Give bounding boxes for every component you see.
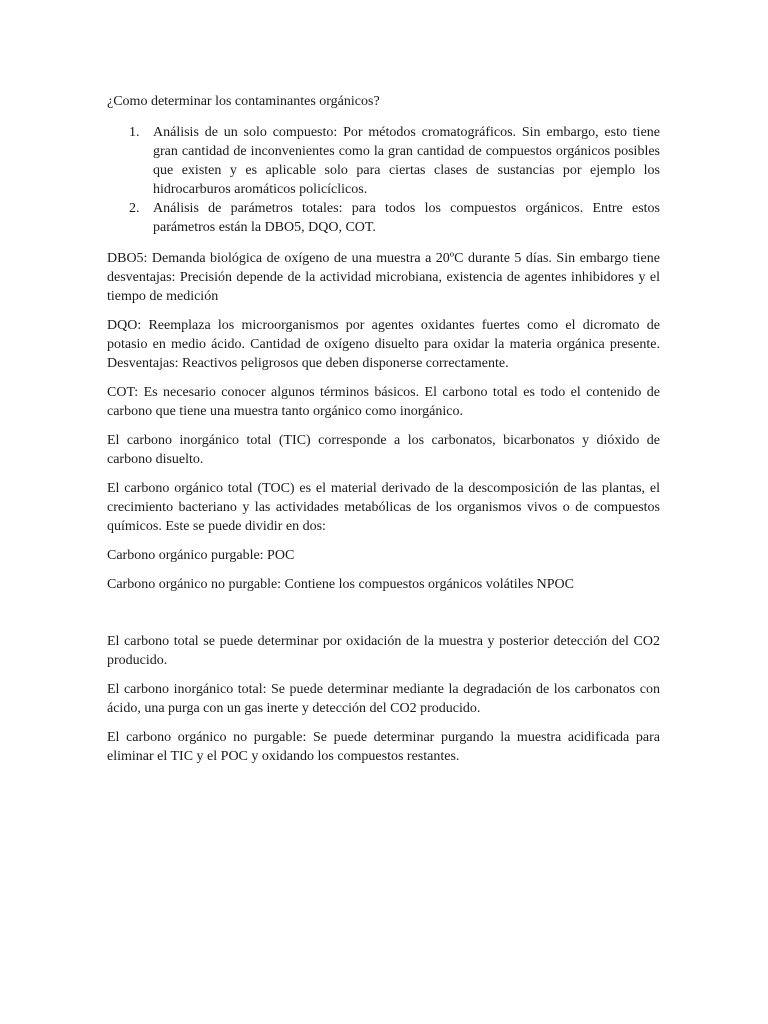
paragraph-toc: El carbono orgánico total (TOC) es el material derivado de la descomposición de las plantas, el crecimiento bacteriano y las actividades metabólicas de los organismos vivos o de compuestos químicos. Este se puede dividir en dos: [107, 481, 660, 534]
paragraph-inorganic-carbon: El carbono inorgánico total: Se puede determinar mediante la degradación de los carbonatos con ácido, una purga con un gas inerte y detección del CO2 producido. [107, 682, 660, 716]
paragraph-dqo: DQO: Reemplaza los microorganismos por agentes oxidantes fuertes como el dicromato de potasio en medio ácido. Cantidad de oxígeno disuelto para oxidar la materia orgánica presente. Desventajas: Reactivos peligrosos que deben disponerse correctamente. [107, 318, 660, 371]
list-item-text: Análisis de un solo compuesto: Por métodos cromatográficos. Sin embargo, esto tiene gran cantidad de inconvenientes como la gran cantidad de compuestos orgánicos posibles que existen y es aplicable solo para ciertas clases de sustancias por ejemplo los hidrocarburos aromáticos policíclicos. [153, 125, 660, 197]
paragraph-total-carbon: El carbono total se puede determinar por oxidación de la muestra y posterior detección del CO2 producido. [107, 634, 660, 668]
paragraph-cot: COT: Es necesario conocer algunos términos básicos. El carbono total es todo el contenido de carbono que tiene una muestra tanto orgánico como inorgánico. [107, 385, 660, 419]
list-item-text: Análisis de parámetros totales: para todos los compuestos orgánicos. Entre estos parámetros están la DBO5, DQO, COT. [153, 201, 660, 235]
numbered-list [107, 123, 660, 237]
paragraph-dbo5: DBO5: Demanda biológica de oxígeno de una muestra a 20ºC durante 5 días. Sin embargo tiene desventajas: Precisión depende de la actividad microbiana, existencia de agentes inhibidores y el tiempo de medición [107, 251, 660, 304]
document-title: ¿Como determinar los contaminantes orgánicos? [107, 94, 380, 109]
paragraph-npoc: Carbono orgánico no purgable: Contiene los compuestos orgánicos volátiles NPOC [107, 577, 574, 592]
list-item [107, 123, 660, 199]
paragraph-tic: El carbono inorgánico total (TIC) corresponde a los carbonatos, bicarbonatos y dióxido de carbono disuelto. [107, 433, 660, 467]
list-item-number: 1. [129, 125, 140, 140]
document-page [107, 92, 660, 776]
list-item [107, 199, 660, 237]
list-item-number: 2. [129, 201, 140, 216]
spacer [107, 604, 660, 632]
paragraph-nonpurgeable-carbon: El carbono orgánico no purgable: Se puede determinar purgando la muestra acidificada para eliminar el TIC y el POC y oxidando los compuestos restantes. [107, 730, 660, 764]
paragraph-poc: Carbono orgánico purgable: POC [107, 548, 295, 563]
